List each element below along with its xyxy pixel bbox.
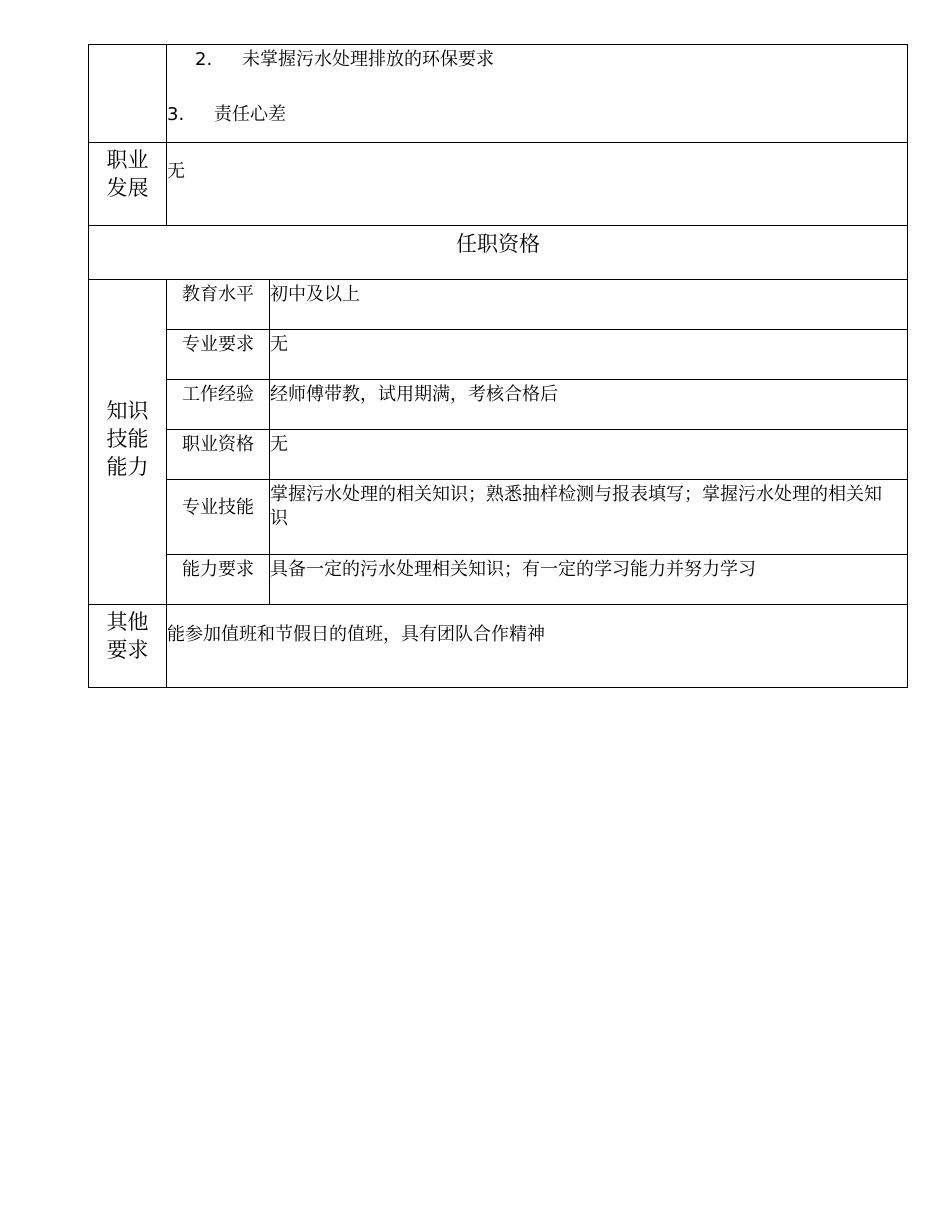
skills-value: 掌握污水处理的相关知识；熟悉抽样检测与报表填写；掌握污水处理的相关知识 [270,480,908,555]
issue-text: 未掌握污水处理排放的环保要求 [242,49,494,70]
other-row [89,605,908,688]
knowledge-row [89,430,908,480]
issue-number: 2. [195,49,213,70]
certification-label: 职业资格 [167,430,270,480]
issue-number: 3. [167,104,185,125]
career-row [89,143,908,226]
other-label-line: 要求 [106,638,149,662]
experience-label: 工作经验 [167,380,270,430]
issue-text: 责任心差 [214,104,286,125]
knowledge-row [89,330,908,380]
job-requirements-table [88,44,908,688]
experience-value: 经师傅带教，试用期满，考核合格后 [270,380,908,430]
other-label-line: 其他 [106,610,149,634]
education-label: 教育水平 [167,280,270,330]
major-label: 专业要求 [167,330,270,380]
other-value: 能参加值班和节假日的值班，具有团队合作精神 [167,605,908,688]
knowledge-label [89,280,167,605]
qualifications-title: 任职资格 [89,226,908,280]
knowledge-label-line: 技能 [106,427,149,451]
skills-label: 专业技能 [167,480,270,555]
career-label [89,143,167,226]
qualifications-header-row [89,226,908,280]
knowledge-label-line: 能力 [106,455,149,479]
major-value: 无 [270,330,908,380]
knowledge-row [89,480,908,555]
knowledge-row [89,380,908,430]
issues-label-cell [89,45,167,143]
knowledge-row [89,555,908,605]
career-label-line: 职业 [106,148,149,172]
knowledge-row [89,280,908,330]
issue-item [167,48,907,72]
certification-value: 无 [270,430,908,480]
issues-list-cell [167,45,908,143]
ability-label: 能力要求 [167,555,270,605]
issue-item [167,103,907,127]
career-label-line: 发展 [106,176,149,200]
issues-row [89,45,908,143]
knowledge-label-line: 知识 [106,399,149,423]
education-value: 初中及以上 [270,280,908,330]
career-value: 无 [167,143,908,226]
ability-value: 具备一定的污水处理相关知识；有一定的学习能力并努力学习 [270,555,908,605]
other-label [89,605,167,688]
